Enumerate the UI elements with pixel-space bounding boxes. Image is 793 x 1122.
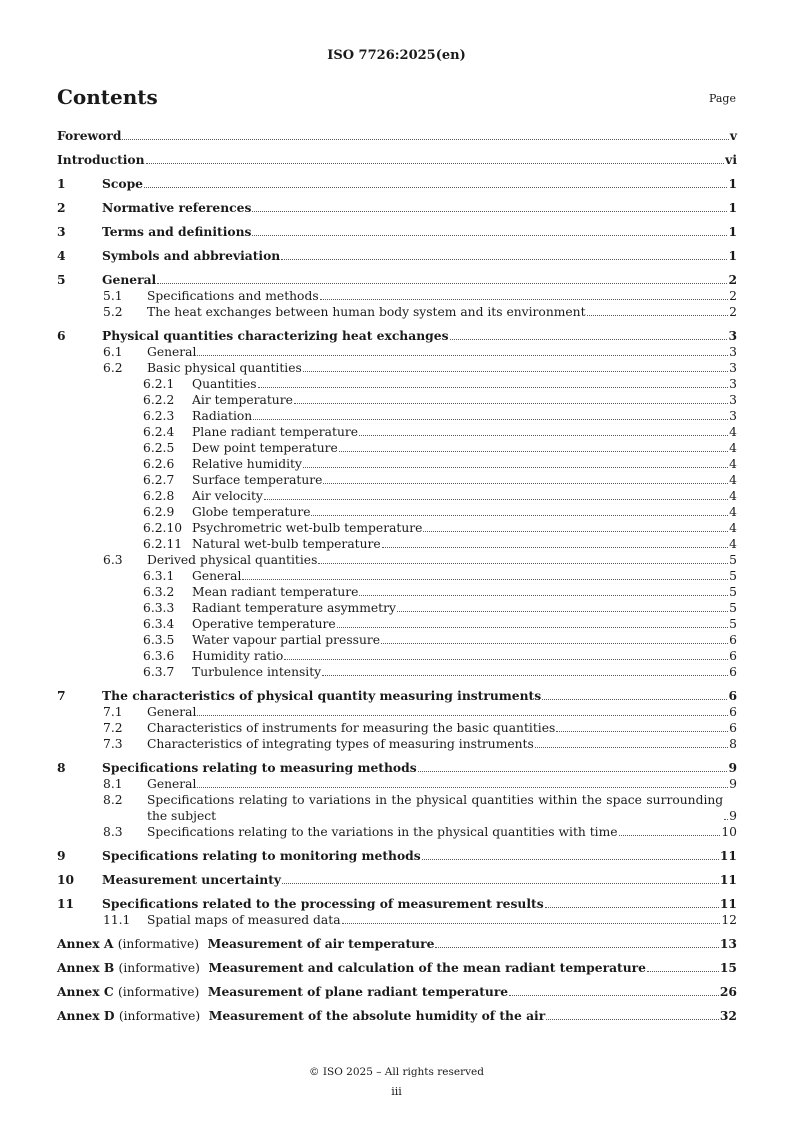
toc-entry-number: 5.1 bbox=[103, 289, 123, 303]
toc-page-number: 3 bbox=[729, 393, 737, 407]
toc-page-number: 26 bbox=[719, 984, 737, 999]
toc-page-number: 9 bbox=[728, 760, 737, 775]
toc-entry[interactable] bbox=[57, 984, 737, 1000]
toc-entry-title: Derived physical quantities bbox=[147, 553, 318, 567]
table-of-contents bbox=[57, 128, 737, 1024]
toc-page-number: 5 bbox=[729, 553, 737, 567]
toc-page-number: 11 bbox=[719, 896, 737, 911]
toc-entry-title: General bbox=[147, 777, 197, 791]
toc-entry[interactable] bbox=[57, 392, 737, 408]
toc-entry-number: 6 bbox=[57, 328, 66, 343]
toc-entry[interactable] bbox=[57, 152, 737, 168]
toc-entry-title: General bbox=[147, 705, 197, 719]
toc-entry[interactable] bbox=[57, 248, 737, 264]
toc-entry[interactable] bbox=[57, 552, 737, 568]
toc-page-number: 1 bbox=[728, 200, 737, 215]
toc-entry-number: 6.2.8 bbox=[143, 489, 175, 503]
toc-entry[interactable] bbox=[57, 360, 737, 376]
toc-page-number: 2 bbox=[729, 289, 737, 303]
toc-entry[interactable] bbox=[57, 632, 737, 648]
toc-entry-title: Terms and definitions bbox=[102, 224, 252, 239]
toc-entry-title: Air temperature bbox=[192, 393, 293, 407]
toc-page-number: 6 bbox=[729, 665, 737, 679]
toc-page-number: 12 bbox=[721, 913, 737, 927]
toc-page-number: 5 bbox=[729, 585, 737, 599]
toc-page-number: 10 bbox=[721, 825, 737, 839]
dot-leader bbox=[144, 187, 727, 188]
dot-leader bbox=[197, 355, 728, 356]
toc-entry[interactable] bbox=[57, 936, 737, 952]
toc-page-number: 5 bbox=[729, 617, 737, 631]
toc-entry-number: 7.1 bbox=[103, 705, 123, 719]
toc-entry-number: 6.2.11 bbox=[143, 537, 183, 551]
dot-leader bbox=[724, 819, 728, 820]
toc-page-number: 6 bbox=[729, 633, 737, 647]
dot-leader bbox=[322, 675, 728, 676]
annex-type: (informative) bbox=[117, 985, 200, 999]
toc-entry[interactable] bbox=[57, 408, 737, 424]
toc-page-number: 4 bbox=[729, 489, 737, 503]
dot-leader bbox=[197, 715, 728, 716]
toc-entry[interactable] bbox=[57, 440, 737, 456]
dot-leader bbox=[122, 139, 728, 140]
toc-entry-title: Introduction bbox=[57, 152, 145, 167]
dot-leader bbox=[258, 387, 729, 388]
toc-page-number: 6 bbox=[728, 688, 737, 703]
toc-entry[interactable] bbox=[57, 200, 737, 216]
toc-entry[interactable] bbox=[57, 872, 737, 888]
toc-page-number: vi bbox=[725, 152, 737, 167]
toc-entry-title: Radiant temperature asymmetry bbox=[192, 601, 396, 615]
copyright-notice: © ISO 2025 – All rights reserved bbox=[309, 1066, 484, 1078]
toc-entry-title: Specifications relating to the variations in the physical quantities with time bbox=[147, 825, 618, 839]
toc-entry-number: 6.1 bbox=[103, 345, 123, 359]
toc-entry-number: 6.2.10 bbox=[143, 521, 183, 535]
dot-leader bbox=[242, 579, 728, 580]
toc-entry-number: 6.2.2 bbox=[143, 393, 175, 407]
toc-page-number: 3 bbox=[729, 409, 737, 423]
toc-entry-number: 4 bbox=[57, 248, 66, 263]
toc-page-number: 1 bbox=[728, 176, 737, 191]
toc-entry-number: 8.2 bbox=[103, 793, 123, 807]
toc-page-number: 4 bbox=[729, 441, 737, 455]
dot-leader bbox=[556, 731, 728, 732]
toc-entry[interactable] bbox=[57, 648, 737, 664]
toc-entry-number: 6.2.5 bbox=[143, 441, 175, 455]
toc-entry-title: Psychrometric wet-bulb temperature bbox=[192, 521, 423, 535]
toc-entry[interactable] bbox=[57, 960, 737, 976]
toc-entry-number: 9 bbox=[57, 848, 66, 863]
toc-entry-title: Natural wet-bulb temperature bbox=[192, 537, 381, 551]
toc-entry-number: 6.3.6 bbox=[143, 649, 175, 663]
toc-entry-number: 1 bbox=[57, 176, 66, 191]
dot-leader bbox=[418, 771, 728, 772]
toc-entry[interactable] bbox=[57, 328, 737, 344]
toc-entry-title: The heat exchanges between human body system and its environment bbox=[147, 305, 586, 319]
toc-entry-title: Surface temperature bbox=[192, 473, 323, 487]
toc-entry-title: Quantities bbox=[192, 377, 257, 391]
annex-label: Annex B bbox=[57, 960, 115, 975]
toc-entry[interactable] bbox=[57, 776, 737, 792]
dot-leader bbox=[397, 611, 728, 612]
toc-entry-title: Relative humidity bbox=[192, 457, 302, 471]
toc-entry-title: General bbox=[147, 345, 197, 359]
annex-type: (informative) bbox=[117, 937, 200, 951]
annex-label: Annex C bbox=[57, 984, 114, 999]
toc-page-number: 9 bbox=[729, 809, 737, 823]
dot-leader bbox=[320, 299, 729, 300]
toc-page-number: 6 bbox=[729, 705, 737, 719]
dot-leader bbox=[509, 995, 719, 996]
toc-page-number: 5 bbox=[729, 601, 737, 615]
toc-entry-number: 6.3.1 bbox=[143, 569, 175, 583]
page-column-label: Page bbox=[708, 92, 736, 105]
toc-entry[interactable] bbox=[57, 128, 737, 144]
toc-entry-title: Characteristics of integrating types of measuring instruments bbox=[147, 737, 534, 751]
toc-page-number: 3 bbox=[729, 345, 737, 359]
dot-leader bbox=[303, 371, 728, 372]
toc-entry-number: 6.3 bbox=[103, 553, 123, 567]
toc-entry-title: Specifications and methods bbox=[147, 289, 319, 303]
toc-entry-number: 6.2.3 bbox=[143, 409, 175, 423]
toc-entry[interactable] bbox=[57, 304, 737, 320]
toc-entry-number: 8 bbox=[57, 760, 66, 775]
contents-title: Contents bbox=[57, 85, 158, 109]
toc-entry[interactable] bbox=[57, 664, 737, 680]
toc-entry[interactable] bbox=[57, 912, 737, 928]
dot-leader bbox=[294, 403, 728, 404]
dot-leader bbox=[303, 467, 728, 468]
toc-entry[interactable] bbox=[57, 568, 737, 584]
dot-leader bbox=[253, 419, 728, 420]
dot-leader bbox=[435, 947, 718, 948]
toc-entry[interactable] bbox=[57, 520, 737, 536]
toc-entry-title: Specifications related to the processing of measurement results bbox=[102, 896, 544, 911]
toc-entry-number: 6.2.6 bbox=[143, 457, 175, 471]
toc-entry-title: Radiation bbox=[192, 409, 253, 423]
toc-page-number: 5 bbox=[729, 569, 737, 583]
toc-entry-title: Specifications relating to monitoring methods bbox=[102, 848, 421, 863]
toc-entry-number: 6.3.5 bbox=[143, 633, 175, 647]
toc-page-number: 15 bbox=[719, 960, 737, 975]
toc-entry-title: Measurement and calculation of the mean radiant temperature bbox=[208, 960, 646, 975]
dot-leader bbox=[311, 515, 728, 516]
toc-entry[interactable] bbox=[57, 344, 737, 360]
dot-leader bbox=[157, 283, 727, 284]
toc-page-number: 32 bbox=[719, 1008, 737, 1023]
dot-leader bbox=[264, 499, 728, 500]
toc-entry[interactable] bbox=[57, 376, 737, 392]
toc-entry-title: Dew point temperature bbox=[192, 441, 338, 455]
toc-page-number: 4 bbox=[729, 457, 737, 471]
toc-entry-number: 3 bbox=[57, 224, 66, 239]
toc-entry[interactable] bbox=[57, 536, 737, 552]
toc-entry[interactable] bbox=[57, 176, 737, 192]
dot-leader bbox=[422, 859, 719, 860]
toc-page-number: 2 bbox=[729, 305, 737, 319]
toc-entry-title: Measurement of air temperature bbox=[207, 936, 435, 951]
toc-entry-title: Measurement of the absolute humidity of the air bbox=[208, 1008, 546, 1023]
toc-entry[interactable] bbox=[57, 688, 737, 704]
toc-page-number: 4 bbox=[729, 505, 737, 519]
annex-label: Annex A bbox=[57, 936, 114, 951]
toc-entry-title: Globe temperature bbox=[192, 505, 311, 519]
toc-entry-number: 6.3.2 bbox=[143, 585, 175, 599]
page-number: iii bbox=[391, 1085, 402, 1098]
toc-entry-number: 5 bbox=[57, 272, 66, 287]
toc-entry-number: 6.2.4 bbox=[143, 425, 175, 439]
toc-entry-title: General bbox=[192, 569, 242, 583]
document-header: ISO 7726:2025(en) bbox=[327, 48, 466, 63]
toc-page-number: 1 bbox=[728, 248, 737, 263]
toc-page-number: 6 bbox=[729, 721, 737, 735]
toc-entry-title: Humidity ratio bbox=[192, 649, 284, 663]
toc-entry-number: 2 bbox=[57, 200, 66, 215]
toc-entry-title: General bbox=[102, 272, 157, 287]
toc-entry[interactable] bbox=[57, 760, 737, 776]
toc-entry-number: 6.2 bbox=[103, 361, 123, 375]
toc-page-number: v bbox=[729, 128, 737, 143]
toc-entry-title: Operative temperature bbox=[192, 617, 336, 631]
dot-leader bbox=[146, 163, 725, 164]
dot-leader bbox=[252, 235, 727, 236]
toc-entry[interactable] bbox=[57, 472, 737, 488]
toc-entry-title: The characteristics of physical quantity measuring instruments bbox=[102, 688, 542, 703]
toc-entry[interactable] bbox=[57, 720, 737, 736]
toc-entry-number: 11 bbox=[57, 896, 75, 911]
toc-entry[interactable] bbox=[57, 456, 737, 472]
toc-page-number: 4 bbox=[729, 521, 737, 535]
toc-page-number: 11 bbox=[719, 848, 737, 863]
dot-leader bbox=[252, 211, 727, 212]
dot-leader bbox=[281, 259, 727, 260]
toc-entry-number: 10 bbox=[57, 872, 75, 887]
toc-entry-title: Characteristics of instruments for measuring the basic quantities bbox=[147, 721, 556, 735]
toc-entry-number: 6.2.1 bbox=[143, 377, 175, 391]
toc-entry-number: 6.2.7 bbox=[143, 473, 175, 487]
toc-entry-title: Symbols and abbreviation bbox=[102, 248, 281, 263]
toc-page-number: 11 bbox=[719, 872, 737, 887]
dot-leader bbox=[339, 451, 728, 452]
toc-entry[interactable] bbox=[57, 1008, 737, 1024]
dot-leader bbox=[284, 659, 728, 660]
toc-page-number: 2 bbox=[728, 272, 737, 287]
toc-page-number: 9 bbox=[729, 777, 737, 791]
toc-entry[interactable] bbox=[57, 424, 737, 440]
toc-entry-number: 6.3.4 bbox=[143, 617, 175, 631]
toc-entry-title: Air velocity bbox=[192, 489, 263, 503]
toc-entry[interactable] bbox=[57, 224, 737, 240]
dot-leader bbox=[546, 1019, 719, 1020]
toc-entry-number: 6.3.3 bbox=[143, 601, 175, 615]
toc-entry[interactable] bbox=[57, 584, 737, 600]
annex-label: Annex D bbox=[57, 1008, 115, 1023]
toc-entry-title: Normative references bbox=[102, 200, 252, 215]
dot-leader bbox=[382, 547, 729, 548]
toc-page-number: 3 bbox=[729, 377, 737, 391]
dot-leader bbox=[318, 563, 728, 564]
toc-entry[interactable] bbox=[57, 792, 737, 824]
toc-page-number: 4 bbox=[729, 425, 737, 439]
toc-entry[interactable] bbox=[57, 896, 737, 912]
toc-entry-number: 7.2 bbox=[103, 721, 123, 735]
toc-page-number: 8 bbox=[729, 737, 737, 751]
dot-leader bbox=[342, 923, 721, 924]
toc-entry-title: Basic physical quantities bbox=[147, 361, 302, 375]
dot-leader bbox=[535, 747, 728, 748]
toc-entry-title: Physical quantities characterizing heat exchanges bbox=[102, 328, 449, 343]
toc-page-number: 4 bbox=[729, 537, 737, 551]
toc-entry-number: 8.3 bbox=[103, 825, 123, 839]
toc-page-number: 3 bbox=[729, 361, 737, 375]
dot-leader bbox=[647, 971, 719, 972]
toc-entry[interactable] bbox=[57, 704, 737, 720]
dot-leader bbox=[359, 595, 728, 596]
toc-entry[interactable] bbox=[57, 504, 737, 520]
dot-leader bbox=[323, 483, 728, 484]
toc-entry[interactable] bbox=[57, 616, 737, 632]
toc-entry-title: Scope bbox=[102, 176, 143, 191]
toc-entry[interactable] bbox=[57, 736, 737, 752]
toc-entry-number: 6.2.9 bbox=[143, 505, 175, 519]
toc-page-number: 13 bbox=[719, 936, 737, 951]
toc-entry-title: Plane radiant temperature bbox=[192, 425, 359, 439]
dot-leader bbox=[282, 883, 719, 884]
toc-page-number: 1 bbox=[728, 224, 737, 239]
toc-entry-number: 7.3 bbox=[103, 737, 123, 751]
annex-type: (informative) bbox=[118, 961, 200, 975]
dot-leader bbox=[197, 787, 728, 788]
toc-entry[interactable] bbox=[57, 848, 737, 864]
toc-entry-number: 11.1 bbox=[103, 913, 131, 927]
toc-entry[interactable] bbox=[57, 272, 737, 288]
toc-page-number: 3 bbox=[728, 328, 737, 343]
annex-type: (informative) bbox=[118, 1009, 201, 1023]
toc-entry-number: 8.1 bbox=[103, 777, 123, 791]
toc-entry-number: 5.2 bbox=[103, 305, 123, 319]
toc-entry-title: Specifications relating to variations in the physical quantities within the space surrounding the subject bbox=[147, 793, 724, 823]
dot-leader bbox=[619, 835, 721, 836]
toc-entry-title: Mean radiant temperature bbox=[192, 585, 359, 599]
toc-entry-title: Measurement uncertainty bbox=[102, 872, 282, 887]
dot-leader bbox=[542, 699, 727, 700]
toc-entry-title: Turbulence intensity bbox=[192, 665, 322, 679]
toc-entry[interactable] bbox=[57, 288, 737, 304]
dot-leader bbox=[381, 643, 728, 644]
toc-entry[interactable] bbox=[57, 600, 737, 616]
toc-page-number: 6 bbox=[729, 649, 737, 663]
dot-leader bbox=[359, 435, 728, 436]
dot-leader bbox=[337, 627, 728, 628]
toc-entry[interactable] bbox=[57, 824, 737, 840]
toc-entry-title: Specifications relating to measuring methods bbox=[102, 760, 417, 775]
dot-leader bbox=[545, 907, 719, 908]
dot-leader bbox=[423, 531, 728, 532]
dot-leader bbox=[587, 315, 729, 316]
toc-entry-title: Foreword bbox=[57, 128, 122, 143]
toc-entry[interactable] bbox=[57, 488, 737, 504]
toc-entry-number: 7 bbox=[57, 688, 66, 703]
toc-entry-title: Measurement of plane radiant temperature bbox=[207, 984, 509, 999]
toc-entry-title: Spatial maps of measured data bbox=[147, 913, 341, 927]
toc-entry-title: Water vapour partial pressure bbox=[192, 633, 381, 647]
toc-page-number: 4 bbox=[729, 473, 737, 487]
toc-entry-number: 6.3.7 bbox=[143, 665, 175, 679]
dot-leader bbox=[450, 339, 728, 340]
